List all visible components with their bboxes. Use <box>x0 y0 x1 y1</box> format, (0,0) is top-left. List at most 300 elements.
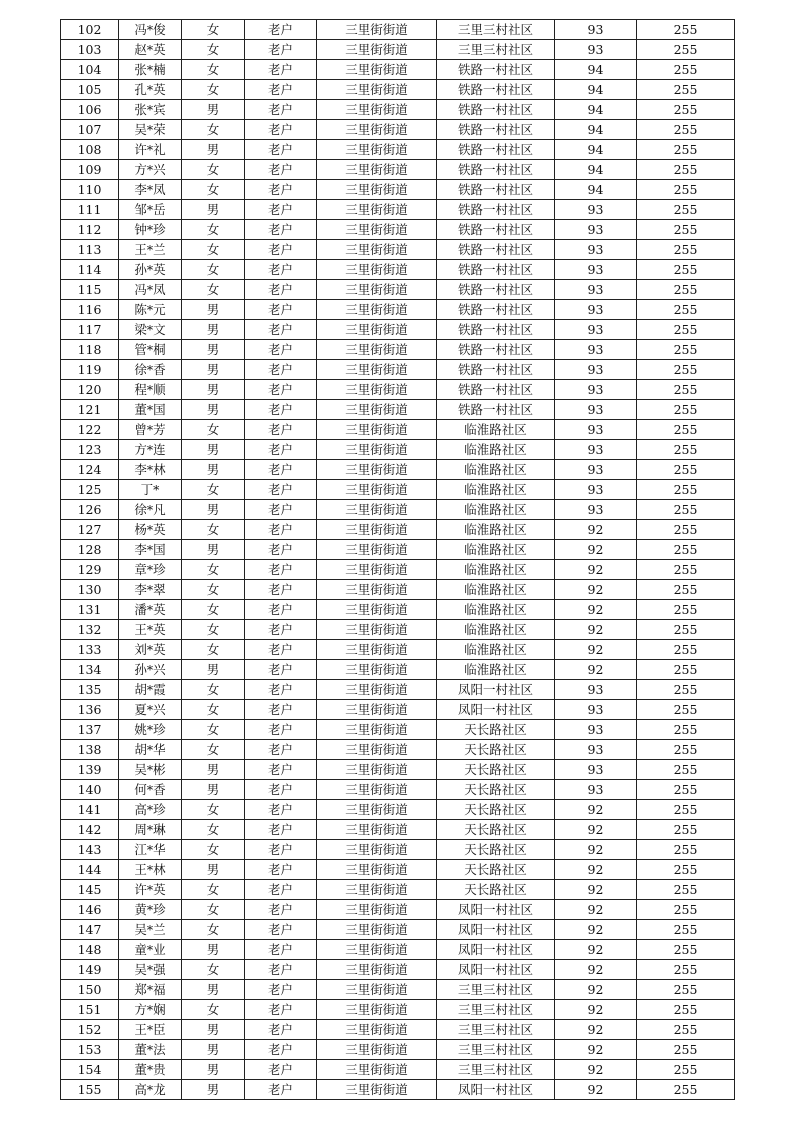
subdistrict-cell: 三里街街道 <box>317 760 437 780</box>
subdistrict-cell: 三里街街道 <box>317 80 437 100</box>
subdistrict-cell: 三里街街道 <box>317 40 437 60</box>
gender-cell: 男 <box>182 980 245 1000</box>
table-row <box>61 380 735 400</box>
community-cell: 临淮路社区 <box>437 560 555 580</box>
community-cell: 临淮路社区 <box>437 620 555 640</box>
amount-cell: 255 <box>637 460 735 480</box>
name-cell: 冯*俊 <box>119 20 182 40</box>
subdistrict-cell: 三里街街道 <box>317 1060 437 1080</box>
name-cell: 何*香 <box>119 780 182 800</box>
age-cell: 93 <box>555 20 637 40</box>
table-row <box>61 860 735 880</box>
community-cell: 凤阳一村社区 <box>437 1080 555 1100</box>
household-type-cell: 老户 <box>245 220 317 240</box>
community-cell: 铁路一村社区 <box>437 360 555 380</box>
gender-cell: 男 <box>182 780 245 800</box>
row-number-cell: 130 <box>61 580 119 600</box>
age-cell: 92 <box>555 580 637 600</box>
amount-cell: 255 <box>637 640 735 660</box>
row-number-cell: 118 <box>61 340 119 360</box>
age-cell: 93 <box>555 760 637 780</box>
name-cell: 潘*英 <box>119 600 182 620</box>
row-number-cell: 134 <box>61 660 119 680</box>
table-row <box>61 760 735 780</box>
row-number-cell: 150 <box>61 980 119 1000</box>
household-type-cell: 老户 <box>245 100 317 120</box>
amount-cell: 255 <box>637 440 735 460</box>
amount-cell: 255 <box>637 1020 735 1040</box>
subdistrict-cell: 三里街街道 <box>317 460 437 480</box>
amount-cell: 255 <box>637 680 735 700</box>
name-cell: 胡*霞 <box>119 680 182 700</box>
amount-cell: 255 <box>637 1000 735 1020</box>
table-row <box>61 740 735 760</box>
table-row <box>61 160 735 180</box>
amount-cell: 255 <box>637 340 735 360</box>
name-cell: 赵*英 <box>119 40 182 60</box>
subdistrict-cell: 三里街街道 <box>317 260 437 280</box>
age-cell: 93 <box>555 500 637 520</box>
table-row <box>61 600 735 620</box>
table-row <box>61 200 735 220</box>
household-type-cell: 老户 <box>245 520 317 540</box>
age-cell: 93 <box>555 740 637 760</box>
name-cell: 冯*凤 <box>119 280 182 300</box>
table-row <box>61 360 735 380</box>
household-type-cell: 老户 <box>245 120 317 140</box>
gender-cell: 男 <box>182 1020 245 1040</box>
name-cell: 李*林 <box>119 460 182 480</box>
amount-cell: 255 <box>637 900 735 920</box>
table-row <box>61 820 735 840</box>
row-number-cell: 106 <box>61 100 119 120</box>
community-cell: 铁路一村社区 <box>437 60 555 80</box>
gender-cell: 男 <box>182 200 245 220</box>
subdistrict-cell: 三里街街道 <box>317 820 437 840</box>
community-cell: 临淮路社区 <box>437 520 555 540</box>
row-number-cell: 124 <box>61 460 119 480</box>
age-cell: 92 <box>555 600 637 620</box>
subdistrict-cell: 三里街街道 <box>317 560 437 580</box>
gender-cell: 男 <box>182 460 245 480</box>
subdistrict-cell: 三里街街道 <box>317 720 437 740</box>
household-type-cell: 老户 <box>245 1040 317 1060</box>
gender-cell: 男 <box>182 300 245 320</box>
household-type-cell: 老户 <box>245 440 317 460</box>
household-type-cell: 老户 <box>245 880 317 900</box>
name-cell: 程*顺 <box>119 380 182 400</box>
table-row <box>61 880 735 900</box>
name-cell: 方*兴 <box>119 160 182 180</box>
table-row <box>61 480 735 500</box>
household-type-cell: 老户 <box>245 720 317 740</box>
gender-cell: 女 <box>182 60 245 80</box>
household-type-cell: 老户 <box>245 580 317 600</box>
name-cell: 胡*华 <box>119 740 182 760</box>
row-number-cell: 149 <box>61 960 119 980</box>
age-cell: 93 <box>555 460 637 480</box>
table-row <box>61 180 735 200</box>
amount-cell: 255 <box>637 800 735 820</box>
gender-cell: 女 <box>182 740 245 760</box>
table-row <box>61 280 735 300</box>
gender-cell: 女 <box>182 680 245 700</box>
amount-cell: 255 <box>637 500 735 520</box>
age-cell: 94 <box>555 80 637 100</box>
household-type-cell: 老户 <box>245 920 317 940</box>
amount-cell: 255 <box>637 400 735 420</box>
amount-cell: 255 <box>637 540 735 560</box>
subdistrict-cell: 三里街街道 <box>317 180 437 200</box>
community-cell: 铁路一村社区 <box>437 340 555 360</box>
gender-cell: 女 <box>182 1000 245 1020</box>
subdistrict-cell: 三里街街道 <box>317 740 437 760</box>
gender-cell: 女 <box>182 160 245 180</box>
age-cell: 92 <box>555 540 637 560</box>
row-number-cell: 132 <box>61 620 119 640</box>
age-cell: 93 <box>555 480 637 500</box>
row-number-cell: 104 <box>61 60 119 80</box>
community-cell: 凤阳一村社区 <box>437 960 555 980</box>
row-number-cell: 155 <box>61 1080 119 1100</box>
community-cell: 铁路一村社区 <box>437 280 555 300</box>
table-row <box>61 580 735 600</box>
subdistrict-cell: 三里街街道 <box>317 780 437 800</box>
age-cell: 94 <box>555 160 637 180</box>
name-cell: 吴*兰 <box>119 920 182 940</box>
row-number-cell: 107 <box>61 120 119 140</box>
age-cell: 92 <box>555 1060 637 1080</box>
household-type-cell: 老户 <box>245 860 317 880</box>
name-cell: 张*楠 <box>119 60 182 80</box>
community-cell: 铁路一村社区 <box>437 260 555 280</box>
household-type-cell: 老户 <box>245 240 317 260</box>
subdistrict-cell: 三里街街道 <box>317 980 437 1000</box>
table-row <box>61 940 735 960</box>
table-row <box>61 340 735 360</box>
gender-cell: 女 <box>182 220 245 240</box>
name-cell: 吴*荣 <box>119 120 182 140</box>
row-number-cell: 123 <box>61 440 119 460</box>
name-cell: 董*国 <box>119 400 182 420</box>
community-cell: 铁路一村社区 <box>437 320 555 340</box>
amount-cell: 255 <box>637 80 735 100</box>
subdistrict-cell: 三里街街道 <box>317 840 437 860</box>
age-cell: 92 <box>555 1020 637 1040</box>
gender-cell: 男 <box>182 760 245 780</box>
amount-cell: 255 <box>637 200 735 220</box>
table-row <box>61 1000 735 1020</box>
name-cell: 江*华 <box>119 840 182 860</box>
community-cell: 三里三村社区 <box>437 20 555 40</box>
community-cell: 凤阳一村社区 <box>437 920 555 940</box>
name-cell: 郑*福 <box>119 980 182 1000</box>
amount-cell: 255 <box>637 980 735 1000</box>
gender-cell: 男 <box>182 660 245 680</box>
row-number-cell: 131 <box>61 600 119 620</box>
community-cell: 三里三村社区 <box>437 1000 555 1020</box>
community-cell: 铁路一村社区 <box>437 140 555 160</box>
name-cell: 许*礼 <box>119 140 182 160</box>
amount-cell: 255 <box>637 420 735 440</box>
table-row <box>61 720 735 740</box>
table-row <box>61 1020 735 1040</box>
gender-cell: 女 <box>182 420 245 440</box>
amount-cell: 255 <box>637 860 735 880</box>
row-number-cell: 137 <box>61 720 119 740</box>
subdistrict-cell: 三里街街道 <box>317 620 437 640</box>
table-row <box>61 680 735 700</box>
subdistrict-cell: 三里街街道 <box>317 700 437 720</box>
gender-cell: 女 <box>182 920 245 940</box>
age-cell: 92 <box>555 920 637 940</box>
subdistrict-cell: 三里街街道 <box>317 500 437 520</box>
name-cell: 孙*兴 <box>119 660 182 680</box>
subdistrict-cell: 三里街街道 <box>317 600 437 620</box>
community-cell: 铁路一村社区 <box>437 380 555 400</box>
row-number-cell: 103 <box>61 40 119 60</box>
table-row <box>61 120 735 140</box>
name-cell: 方*连 <box>119 440 182 460</box>
row-number-cell: 148 <box>61 940 119 960</box>
age-cell: 93 <box>555 220 637 240</box>
age-cell: 93 <box>555 780 637 800</box>
age-cell: 92 <box>555 980 637 1000</box>
household-type-cell: 老户 <box>245 1020 317 1040</box>
community-cell: 临淮路社区 <box>437 660 555 680</box>
name-cell: 张*宾 <box>119 100 182 120</box>
subdistrict-cell: 三里街街道 <box>317 580 437 600</box>
gender-cell: 女 <box>182 880 245 900</box>
row-number-cell: 141 <box>61 800 119 820</box>
name-cell: 王*臣 <box>119 1020 182 1040</box>
name-cell: 黄*珍 <box>119 900 182 920</box>
row-number-cell: 102 <box>61 20 119 40</box>
row-number-cell: 125 <box>61 480 119 500</box>
name-cell: 孔*英 <box>119 80 182 100</box>
age-cell: 94 <box>555 120 637 140</box>
subdistrict-cell: 三里街街道 <box>317 1020 437 1040</box>
amount-cell: 255 <box>637 580 735 600</box>
community-cell: 天长路社区 <box>437 780 555 800</box>
subdistrict-cell: 三里街街道 <box>317 680 437 700</box>
gender-cell: 女 <box>182 960 245 980</box>
amount-cell: 255 <box>637 940 735 960</box>
subdistrict-cell: 三里街街道 <box>317 860 437 880</box>
table-row <box>61 960 735 980</box>
subdistrict-cell: 三里街街道 <box>317 480 437 500</box>
community-cell: 天长路社区 <box>437 760 555 780</box>
subdistrict-cell: 三里街街道 <box>317 120 437 140</box>
subdistrict-cell: 三里街街道 <box>317 1080 437 1100</box>
row-number-cell: 112 <box>61 220 119 240</box>
household-type-cell: 老户 <box>245 420 317 440</box>
amount-cell: 255 <box>637 160 735 180</box>
household-type-cell: 老户 <box>245 80 317 100</box>
row-number-cell: 120 <box>61 380 119 400</box>
community-cell: 三里三村社区 <box>437 980 555 1000</box>
subdistrict-cell: 三里街街道 <box>317 520 437 540</box>
amount-cell: 255 <box>637 240 735 260</box>
subdistrict-cell: 三里街街道 <box>317 540 437 560</box>
name-cell: 童*业 <box>119 940 182 960</box>
age-cell: 94 <box>555 60 637 80</box>
table-row <box>61 620 735 640</box>
age-cell: 93 <box>555 440 637 460</box>
gender-cell: 女 <box>182 80 245 100</box>
age-cell: 94 <box>555 180 637 200</box>
subdistrict-cell: 三里街街道 <box>317 60 437 80</box>
community-cell: 三里三村社区 <box>437 40 555 60</box>
gender-cell: 女 <box>182 40 245 60</box>
gender-cell: 男 <box>182 140 245 160</box>
row-number-cell: 116 <box>61 300 119 320</box>
name-cell: 李*国 <box>119 540 182 560</box>
age-cell: 93 <box>555 680 637 700</box>
household-type-cell: 老户 <box>245 40 317 60</box>
gender-cell: 女 <box>182 620 245 640</box>
amount-cell: 255 <box>637 1080 735 1100</box>
table-row <box>61 440 735 460</box>
gender-cell: 女 <box>182 240 245 260</box>
age-cell: 93 <box>555 260 637 280</box>
community-cell: 铁路一村社区 <box>437 300 555 320</box>
table-row <box>61 800 735 820</box>
household-type-cell: 老户 <box>245 360 317 380</box>
row-number-cell: 136 <box>61 700 119 720</box>
table-row <box>61 100 735 120</box>
community-cell: 临淮路社区 <box>437 420 555 440</box>
name-cell: 王*兰 <box>119 240 182 260</box>
table-row <box>61 840 735 860</box>
amount-cell: 255 <box>637 480 735 500</box>
gender-cell: 男 <box>182 860 245 880</box>
age-cell: 92 <box>555 840 637 860</box>
gender-cell: 女 <box>182 260 245 280</box>
table-row <box>61 900 735 920</box>
amount-cell: 255 <box>637 740 735 760</box>
gender-cell: 女 <box>182 600 245 620</box>
row-number-cell: 144 <box>61 860 119 880</box>
age-cell: 92 <box>555 1080 637 1100</box>
household-type-cell: 老户 <box>245 900 317 920</box>
table-row <box>61 700 735 720</box>
row-number-cell: 122 <box>61 420 119 440</box>
age-cell: 92 <box>555 880 637 900</box>
amount-cell: 255 <box>637 720 735 740</box>
subdistrict-cell: 三里街街道 <box>317 240 437 260</box>
age-cell: 92 <box>555 1000 637 1020</box>
subdistrict-cell: 三里街街道 <box>317 300 437 320</box>
gender-cell: 男 <box>182 400 245 420</box>
name-cell: 周*琳 <box>119 820 182 840</box>
name-cell: 董*贵 <box>119 1060 182 1080</box>
household-type-cell: 老户 <box>245 340 317 360</box>
name-cell: 姚*珍 <box>119 720 182 740</box>
community-cell: 天长路社区 <box>437 720 555 740</box>
household-type-cell: 老户 <box>245 640 317 660</box>
subdistrict-cell: 三里街街道 <box>317 800 437 820</box>
row-number-cell: 138 <box>61 740 119 760</box>
gender-cell: 女 <box>182 640 245 660</box>
name-cell: 邹*岳 <box>119 200 182 220</box>
age-cell: 93 <box>555 360 637 380</box>
gender-cell: 女 <box>182 180 245 200</box>
community-cell: 天长路社区 <box>437 880 555 900</box>
community-cell: 天长路社区 <box>437 800 555 820</box>
gender-cell: 女 <box>182 20 245 40</box>
community-cell: 临淮路社区 <box>437 500 555 520</box>
community-cell: 三里三村社区 <box>437 1020 555 1040</box>
community-cell: 铁路一村社区 <box>437 240 555 260</box>
row-number-cell: 110 <box>61 180 119 200</box>
name-cell: 夏*兴 <box>119 700 182 720</box>
name-cell: 高*珍 <box>119 800 182 820</box>
gender-cell: 女 <box>182 280 245 300</box>
row-number-cell: 133 <box>61 640 119 660</box>
subdistrict-cell: 三里街街道 <box>317 400 437 420</box>
household-type-cell: 老户 <box>245 320 317 340</box>
table-row <box>61 140 735 160</box>
community-cell: 临淮路社区 <box>437 600 555 620</box>
subdistrict-cell: 三里街街道 <box>317 920 437 940</box>
community-cell: 铁路一村社区 <box>437 400 555 420</box>
gender-cell: 男 <box>182 540 245 560</box>
household-type-cell: 老户 <box>245 480 317 500</box>
community-cell: 临淮路社区 <box>437 640 555 660</box>
household-type-cell: 老户 <box>245 840 317 860</box>
age-cell: 93 <box>555 320 637 340</box>
row-number-cell: 145 <box>61 880 119 900</box>
amount-cell: 255 <box>637 820 735 840</box>
age-cell: 93 <box>555 720 637 740</box>
row-number-cell: 151 <box>61 1000 119 1020</box>
subdistrict-cell: 三里街街道 <box>317 220 437 240</box>
age-cell: 93 <box>555 700 637 720</box>
amount-cell: 255 <box>637 560 735 580</box>
row-number-cell: 135 <box>61 680 119 700</box>
community-cell: 铁路一村社区 <box>437 220 555 240</box>
row-number-cell: 113 <box>61 240 119 260</box>
amount-cell: 255 <box>637 840 735 860</box>
community-cell: 凤阳一村社区 <box>437 900 555 920</box>
household-type-cell: 老户 <box>245 1000 317 1020</box>
row-number-cell: 147 <box>61 920 119 940</box>
table-row <box>61 640 735 660</box>
subdistrict-cell: 三里街街道 <box>317 960 437 980</box>
community-cell: 临淮路社区 <box>437 540 555 560</box>
amount-cell: 255 <box>637 60 735 80</box>
subdistrict-cell: 三里街街道 <box>317 900 437 920</box>
row-number-cell: 142 <box>61 820 119 840</box>
name-cell: 高*龙 <box>119 1080 182 1100</box>
name-cell: 管*桐 <box>119 340 182 360</box>
household-type-cell: 老户 <box>245 760 317 780</box>
row-number-cell: 143 <box>61 840 119 860</box>
name-cell: 李*翠 <box>119 580 182 600</box>
row-number-cell: 108 <box>61 140 119 160</box>
age-cell: 94 <box>555 100 637 120</box>
amount-cell: 255 <box>637 260 735 280</box>
amount-cell: 255 <box>637 920 735 940</box>
amount-cell: 255 <box>637 1040 735 1060</box>
subdistrict-cell: 三里街街道 <box>317 380 437 400</box>
name-cell: 钟*珍 <box>119 220 182 240</box>
household-type-cell: 老户 <box>245 200 317 220</box>
table-body <box>61 20 735 1100</box>
community-cell: 临淮路社区 <box>437 460 555 480</box>
name-cell: 刘*英 <box>119 640 182 660</box>
